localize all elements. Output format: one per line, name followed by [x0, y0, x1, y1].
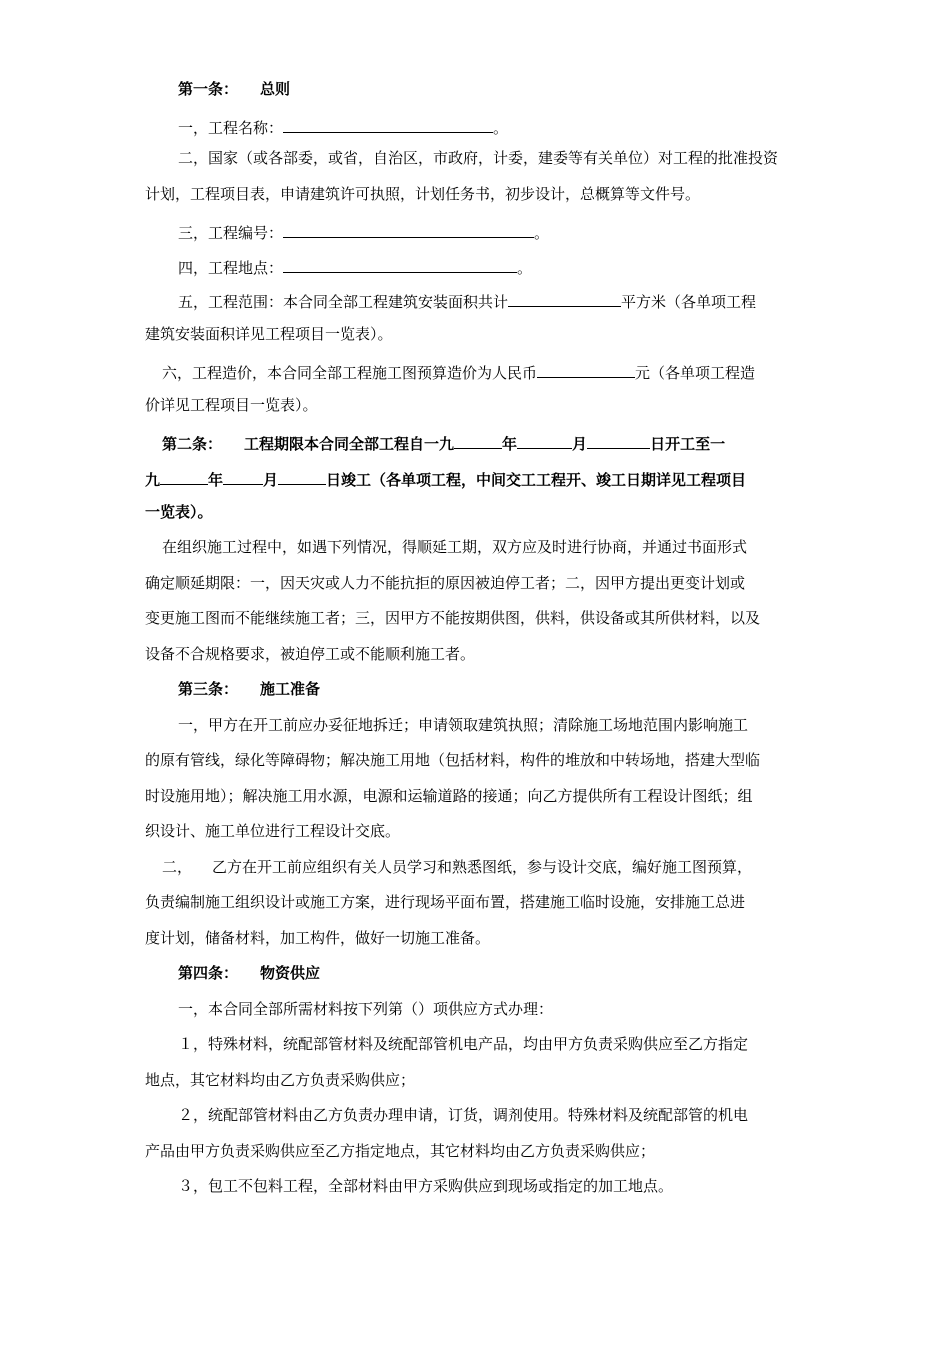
- project-location-suffix: 。: [517, 259, 533, 277]
- area-blank: [508, 291, 621, 307]
- extension-line-3: 变更施工图而不能继续施工者；三，因甲方不能按期供图，供料，供设备或其所供材料，以及: [145, 609, 761, 627]
- start-day-label: 日开工至一: [650, 435, 726, 453]
- article-3-title: 施工准备: [260, 680, 321, 698]
- project-number-suffix: 。: [534, 224, 550, 242]
- end-year-blank: [160, 469, 208, 485]
- party-b-prep-text: 乙方在开工前应组织有关人员学习和熟悉图纸，参与设计交底，编好施工图预算，: [212, 858, 753, 876]
- article-1-heading: [178, 82, 290, 97]
- extension-line-1: 在组织施工过程中，如遇下列情况，得顺延工期，双方应及时进行协商，并通过书面形式: [162, 538, 748, 556]
- project-scope-unit: 平方米（各单项工程: [621, 293, 757, 311]
- article-3-number: 第三条：: [178, 680, 239, 698]
- article-4-number: 第四条：: [178, 964, 239, 982]
- party-a-prep-line-2: 的原有管线，绿化等障碍物；解决施工用地（包括材料，构件的堆放和中转场地，搭建大型临: [145, 751, 761, 769]
- project-scope-text: 五，工程范围：本合同全部工程建筑安装面积共计: [178, 293, 509, 311]
- party-b-prep-line-3: 度计划，储备材料，加工构件，做好一切施工准备。: [145, 929, 491, 947]
- article-4-heading: [178, 966, 320, 981]
- start-year-blank: [454, 433, 502, 449]
- supply-option-1-line-1: １，特殊材料，统配部管材料及统配部管机电产品，均由甲方负责采购供应至乙方指定: [178, 1035, 749, 1053]
- article-2-number: 第二条：: [162, 435, 223, 453]
- cost-blank: [537, 362, 635, 378]
- party-a-prep-line-4: 织设计、施工单位进行工程设计交底。: [145, 822, 401, 840]
- article-2-line-2: [145, 469, 746, 488]
- approval-docs-line-1: 二，国家（或各部委，或省，自治区，市政府，计委，建委等有关单位）对工程的批准投资: [178, 149, 779, 167]
- project-location-label: 四，工程地点：: [178, 259, 284, 277]
- extension-line-2: 确定顺延期限：一，因天灾或人力不能抗拒的原因被迫停工者；二，因甲方提出更变计划或: [145, 574, 746, 592]
- party-b-prep-line-1: [162, 860, 752, 875]
- project-scope-line-2: 建筑安装面积详见工程项目一览表）。: [145, 325, 393, 343]
- project-name-label: 一，工程名称：: [178, 119, 284, 137]
- article-1-title: 总则: [260, 80, 291, 98]
- approval-docs-line-2: 计划，工程项目表，申请建筑许可执照，计划任务书，初步设计，总概算等文件号。: [145, 185, 701, 203]
- project-number-line: [178, 222, 549, 241]
- supply-method-line: 一，本合同全部所需材料按下列第（）项供应方式办理：: [178, 1000, 554, 1018]
- project-location-blank: [283, 257, 517, 273]
- project-name-line: [178, 117, 508, 136]
- project-location-line: [178, 257, 532, 276]
- supply-option-2-line-2: 产品由甲方负责采购供应至乙方指定地点，其它材料均由乙方负责采购供应；: [145, 1142, 656, 1160]
- start-day-blank: [587, 433, 650, 449]
- project-cost-unit: 元（各单项工程造: [635, 364, 756, 382]
- start-date-text: 工程期限本合同全部工程自一九: [244, 435, 455, 453]
- party-a-prep-line-3: 时设施用地）；解决施工用水源，电源和运输道路的接通；向乙方提供所有工程设计图纸；组: [145, 787, 753, 805]
- article-3-heading: [178, 682, 320, 697]
- supply-option-1-line-2: 地点，其它材料均由乙方负责采购供应；: [145, 1071, 416, 1089]
- end-day-label: 日竣工（各单项工程，中间交工工程开、竣工日期详见工程项目: [326, 471, 747, 489]
- article-2-line-3: 一览表）。: [145, 503, 213, 521]
- project-cost-line-2: 价详见工程项目一览表）。: [145, 396, 318, 414]
- party-a-prep-line-1: 一，甲方在开工前应办妥征地拆迁；申请领取建筑执照；清除施工场地范围内影响施工: [178, 716, 749, 734]
- extension-line-4: 设备不合规格要求，被迫停工或不能顺利施工者。: [145, 645, 476, 663]
- project-scope-line-1: [178, 291, 756, 310]
- start-month-label: 月: [572, 435, 588, 453]
- supply-option-3-line: ３，包工不包料工程，全部材料由甲方采购供应到现场或指定的加工地点。: [178, 1177, 674, 1195]
- party-b-prep-number: 二，: [162, 858, 193, 876]
- start-month-blank: [517, 433, 572, 449]
- end-month-label: 月: [263, 471, 279, 489]
- project-number-blank: [283, 222, 534, 238]
- project-name-blank: [283, 117, 493, 133]
- end-date-text: 九: [145, 471, 161, 489]
- article-2-line-1: [162, 433, 725, 452]
- project-cost-text: 六，工程造价，本合同全部工程施工图预算造价为人民币: [162, 364, 538, 382]
- article-1-number: 第一条：: [178, 80, 239, 98]
- project-name-suffix: 。: [493, 119, 509, 137]
- start-year-label: 年: [502, 435, 518, 453]
- project-number-label: 三，工程编号：: [178, 224, 284, 242]
- party-b-prep-line-2: 负责编制施工组织设计或施工方案，进行现场平面布置，搭建施工临时设施，安排施工总进: [145, 893, 746, 911]
- supply-option-2-line-1: ２，统配部管材料由乙方负责办理申请，订货，调剂使用。特殊材料及统配部管的机电: [178, 1106, 749, 1124]
- end-day-blank: [278, 469, 326, 485]
- end-month-blank: [223, 469, 263, 485]
- article-4-title: 物资供应: [260, 964, 321, 982]
- end-year-label: 年: [208, 471, 224, 489]
- project-cost-line-1: [162, 362, 755, 381]
